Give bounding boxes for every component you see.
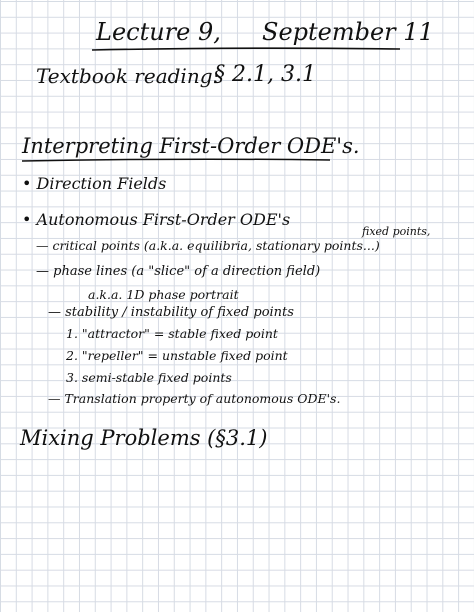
repeller-item: 2. "repeller" = unstable fixed point bbox=[66, 348, 288, 363]
critical-points-line: — critical points (a.k.a. equilibria, stationary points...) bbox=[36, 238, 380, 253]
lecture-title: Lecture 9, bbox=[96, 18, 221, 46]
mixing-problems-title: Mixing Problems (§3.1) bbox=[20, 426, 268, 450]
phase-portrait-line: a.k.a. 1D phase portrait bbox=[88, 287, 239, 302]
lecture-date: September 11 bbox=[262, 18, 434, 46]
aside-fixed-points: fixed points, bbox=[362, 225, 431, 238]
reading-label: Textbook reading: bbox=[36, 64, 220, 88]
section-title-interpreting: Interpreting First-Order ODE's. bbox=[22, 134, 360, 158]
semi-stable-item: 3. semi-stable fixed points bbox=[66, 370, 232, 385]
stability-line: — stability / instability of fixed points bbox=[48, 305, 294, 320]
section-title-underline bbox=[0, 0, 474, 170]
phase-lines-line: — phase lines (a "slice" of a direction field) bbox=[36, 264, 321, 279]
attractor-item: 1. "attractor" = stable fixed point bbox=[66, 326, 278, 341]
translation-line: — Translation property of autonomous ODE's. bbox=[48, 391, 341, 406]
bullet-direction-fields: • Direction Fields bbox=[22, 174, 167, 193]
bullet-autonomous: • Autonomous First-Order ODE's bbox=[22, 210, 291, 229]
reading-sections: § 2.1, 3.1 bbox=[214, 62, 316, 87]
